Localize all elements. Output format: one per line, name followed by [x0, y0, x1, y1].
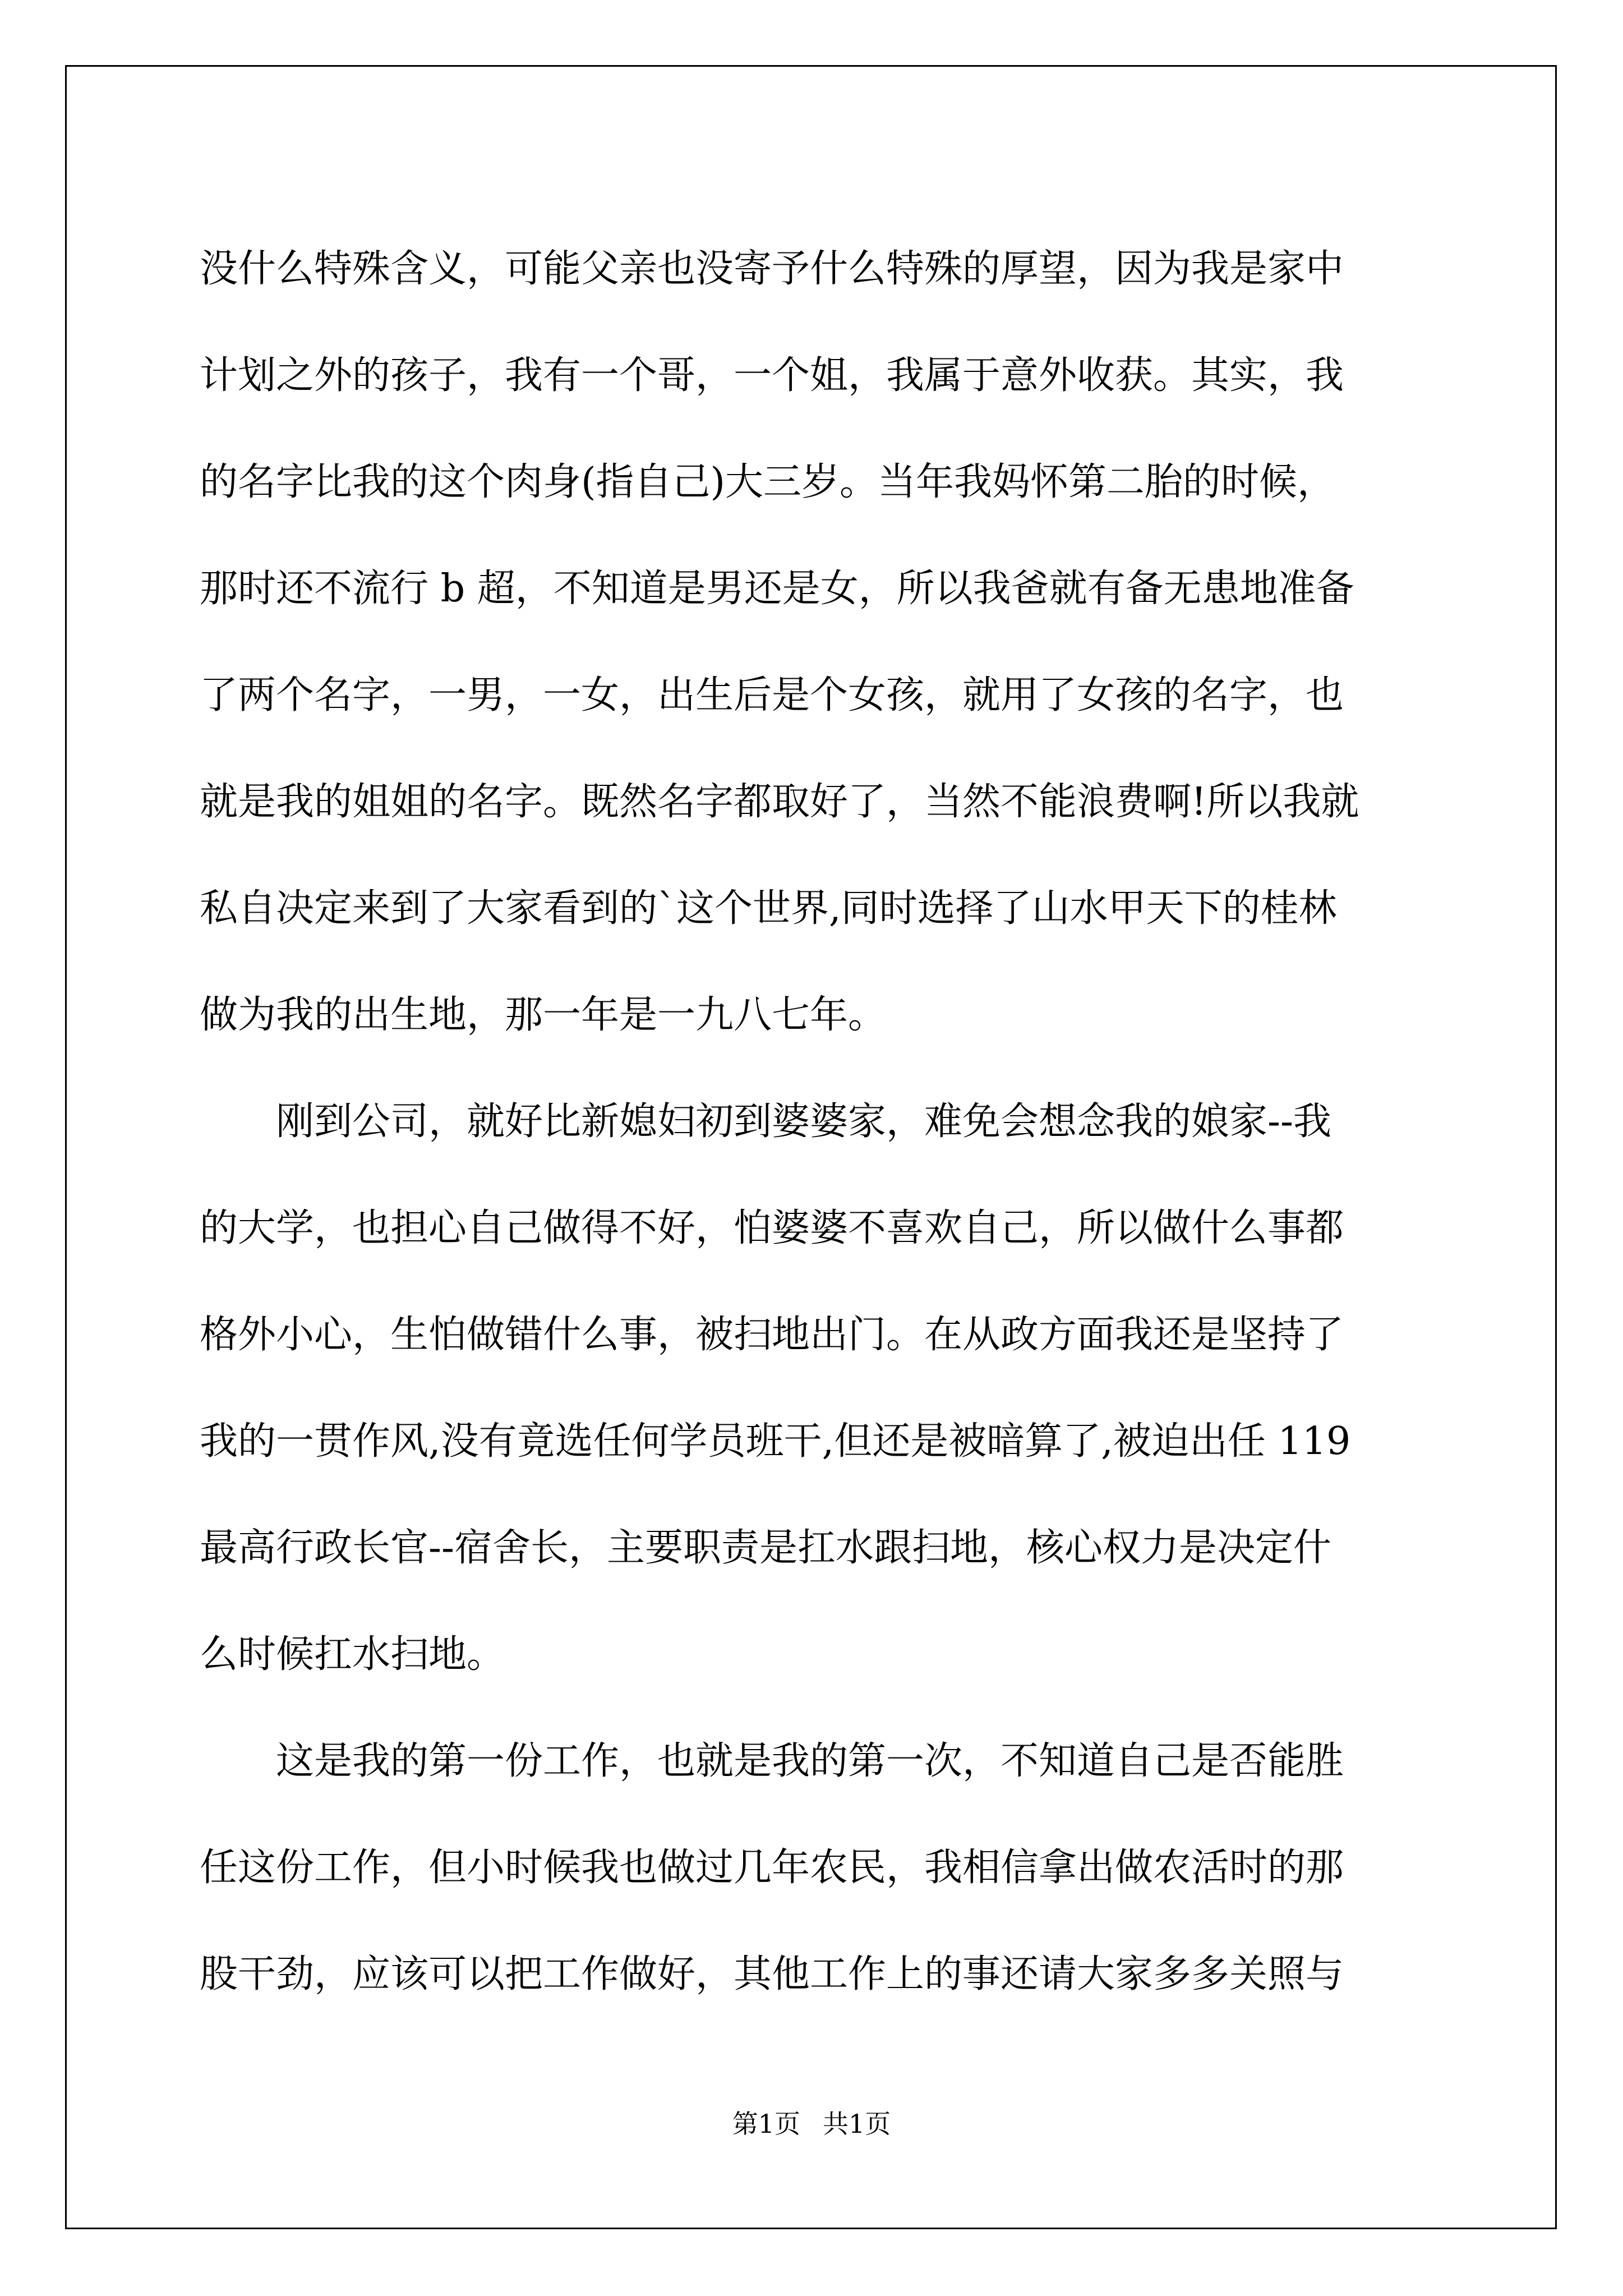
text-line: 最高行政长官--宿舍长，主要职责是扛水跟扫地，核心权力是决定什 — [200, 1526, 1331, 1570]
text-line: 这是我的第一份工作，也就是我的第一次，不知道自己是否能胜 — [200, 1739, 1344, 1783]
text-line: 计划之外的孩子，我有一个哥，一个姐，我属于意外收获。其实，我 — [200, 353, 1344, 398]
text-line: 了两个名字，一男，一女，出生后是个女孩，就用了女孩的名字，也 — [200, 673, 1344, 717]
text-line: 任这份工作，但小时候我也做过几年农民，我相信拿出做农活时的那 — [200, 1846, 1344, 1890]
text-line: 做为我的出生地，那一年是一九八七年。 — [200, 993, 887, 1037]
text-line: 格外小心，生怕做错什么事，被扫地出门。在从政方面我还是坚持了 — [200, 1313, 1344, 1357]
document-body — [200, 216, 1450, 2028]
text-line: 的名字比我的这个肉身(指自己)大三岁。当年我妈怀第二胎的时候， — [200, 460, 1336, 504]
text-line: 没什么特殊含义，可能父亲也没寄予什么特殊的厚望，因为我是家中 — [200, 247, 1344, 291]
text-line: 么时候扛水扫地。 — [200, 1632, 505, 1677]
page-footer — [0, 2104, 1623, 2141]
page-number-total: 共1页 — [823, 2109, 891, 2139]
text-line: 股干劲，应该可以把工作做好，其他工作上的事还请大家多多关照与 — [200, 1952, 1344, 1996]
page-number-current: 第1页 — [732, 2109, 800, 2139]
text-line: 就是我的姐姐的名字。既然名字都取好了，当然不能浪费啊!所以我就 — [200, 780, 1359, 824]
text-line: 私自决定来到了大家看到的`这个世界,同时选择了山水甲天下的桂林 — [200, 886, 1337, 931]
text-line: 那时还不流行 b 超，不知道是男还是女，所以我爸就有备无患地准备 — [200, 567, 1354, 611]
text-line: 我的一贯作风,没有竟选任何学员班干,但还是被暗算了,被迫出任 119 — [200, 1419, 1351, 1464]
paragraph-1 — [200, 216, 1450, 1069]
paragraph-3 — [200, 1708, 1450, 2028]
paragraph-2 — [200, 1069, 1450, 1708]
text-line: 刚到公司，就好比新媳妇初到婆婆家，难免会想念我的娘家--我 — [200, 1099, 1331, 1144]
text-line: 的大学，也担心自己做得不好，怕婆婆不喜欢自己，所以做什么事都 — [200, 1206, 1344, 1250]
